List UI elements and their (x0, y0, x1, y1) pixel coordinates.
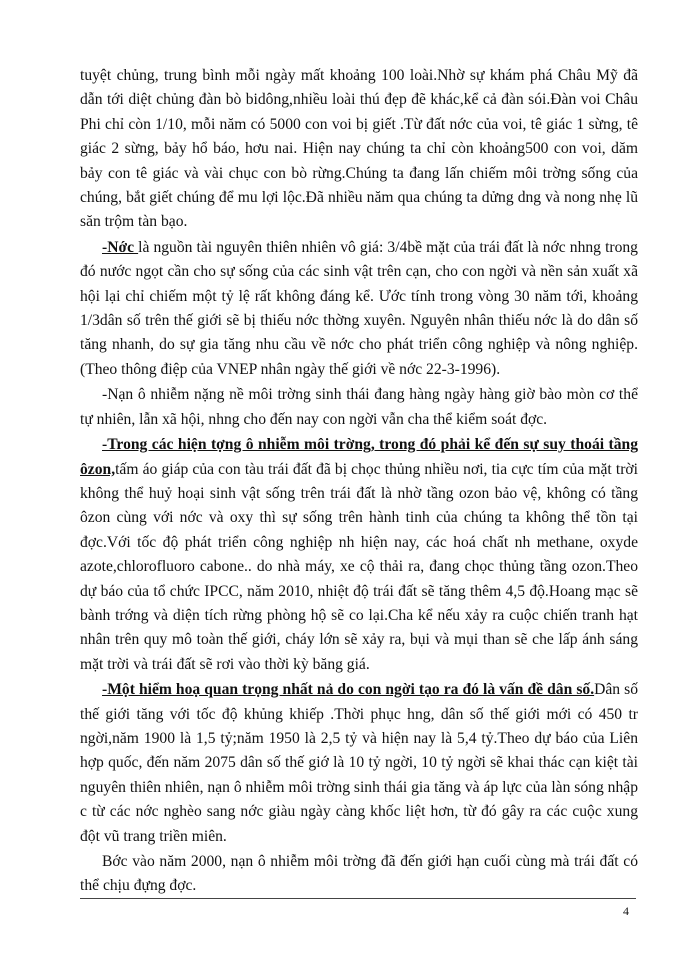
paragraph-lead-ozone: -Trong các hiện tợng ô nhiễm môi trờng, trong đó phải kể đến sự suy thoái tầng ôzon, (80, 436, 638, 478)
paragraph-lead-population: -Một hiểm hoạ quan trọng nhất nả do con ngời tạo ra đó là vấn đề dân số. (102, 681, 595, 699)
paragraph-text: là nguồn tài nguyên thiên nhiên vô giá: 3/4bề mặt của trái đất là nớc nhng trong đó nước ngọt cần cho sự sống của các sinh vật trên cạn, cho con ngời và nền sản xuất xã hội lại chỉ chiếm một tỷ lệ rất không đáng kể. Ước tính trong vòng 30 năm tới, khoảng 1/3dân số trên thế giới sẽ bị thiếu nớc thờng xuyên. Nguyên nhân thiếu nớc là do dân số tăng nhanh, do sự gia tăng nhu cầu về nớc cho phát triển công nghiệp và nông nghiệp.(Theo thông điệp của VNEP nhân ngày thế giới về nớc 22-3-1996). (80, 238, 638, 378)
paragraph-pollution (80, 383, 638, 432)
paragraph-ozone (80, 433, 638, 677)
paragraph-lead-water: -Nớc (102, 238, 139, 256)
paragraph-water (80, 236, 638, 382)
paragraph-text: Bớc vào năm 2000, nạn ô nhiễm môi trờng đã đến giới hạn cuối cùng mà trái đất có thể chịu đựng đợc. (80, 853, 638, 895)
page-number: 4 (623, 904, 629, 918)
paragraph-population (80, 678, 638, 849)
paragraph-text: tuyệt chủng, trung bình mỗi ngày mất khoảng 100 loài.Nhờ sự khám phá Châu Mỹ đã dẫn tới diệt chủng đàn bò bidông,nhiều loài thú đẹp đẽ khác,kể cả đàn sói.Đàn voi Châu Phi chỉ còn 1/10, mỗi năm có 5000 con voi bị giết .Từ đất nớc của voi, tê giác 1 sừng, tê giác 2 sừng, bảy hổ báo, hơu nai. Hiện nay chúng ta chỉ còn khoảng500 con voi, dăm bảy con tê giác và vài chục con bò rừng.Chúng ta đang lấn chiếm môi trờng sống của chúng, bắt giết chúng để mu lợi lộc.Đã nhiều năm qua chúng ta dửng dng và nong nhẹ lũ săn trộm tàn bạo. (80, 67, 638, 231)
paragraph-extinction (80, 64, 638, 235)
paragraph-text: -Nạn ô nhiễm nặng nề môi trờng sinh thái đang hàng ngày hàng giờ bào mòn cơ thể tự nhiên, lẫn xã hội, nhng cho đến nay con ngời vẫn cha thể kiểm soát đợc. (80, 386, 638, 428)
paragraph-text: tấm áo giáp của con tàu trái đất đã bị chọc thủng nhiều nơi, tia cực tím của mặt trời không thể huỷ hoại sinh vật sống trên trái đất là nhờ tầng ozon bảo vệ, không có tầng ôzon cùng với nớc và oxy thì sự sống trên hành tinh của chúng ta không thể tồn tại đợc.Với tốc độ phát triển công nghiệp nh hiện nay, các hoá chất nh methane, oxyde azote,chlorofluoro cabone.. do nhà máy, xe cộ thải ra, đang chọc thủng tầng ozon.Theo dự báo của tổ chức IPCC, năm 2010, nhiệt độ trái đất sẽ tăng thêm 4,5 độ.Hoang mạc sẽ bành trớng và diện tích rừng phòng hộ sẽ co lại.Cha kể nếu xảy ra cuộc chiến tranh hạt nhân trên quy mô toàn thế giới, cháy lớn sẽ xảy ra, bụi và mụi than sẽ che lấp ánh sáng mặt trời và trái đất sẽ rơi vào thời kỳ băng giá. (80, 460, 638, 673)
paragraph-text: Dân số thế giới tăng với tốc độ khủng khiếp .Thời phục hng, dân số thế giới mới có 450 tr ngời,năm 1900 là 1,5 tỷ;năm 1950 là 2,5 tỷ và hiện nay là 5,4 tỷ.Theo dự báo của Liên hợp quốc, đến năm 2075 dân số thế giớ là 10 tỷ ngời, 10 tỷ ngời sẽ khai thác cạn kiệt tài nguyên thiên nhiên, nạn ô nhiễm môi trờng sinh thái gia tăng và áp lực của làn sóng nhập c từ các nớc nghèo sang nớc giàu ngày càng khốc liệt hơn, từ đó gây ra các cuộc xung đột vũ trang triền miên. (80, 681, 638, 845)
footer-divider (80, 898, 636, 899)
document-body (80, 64, 638, 899)
paragraph-year-2000 (80, 850, 638, 899)
